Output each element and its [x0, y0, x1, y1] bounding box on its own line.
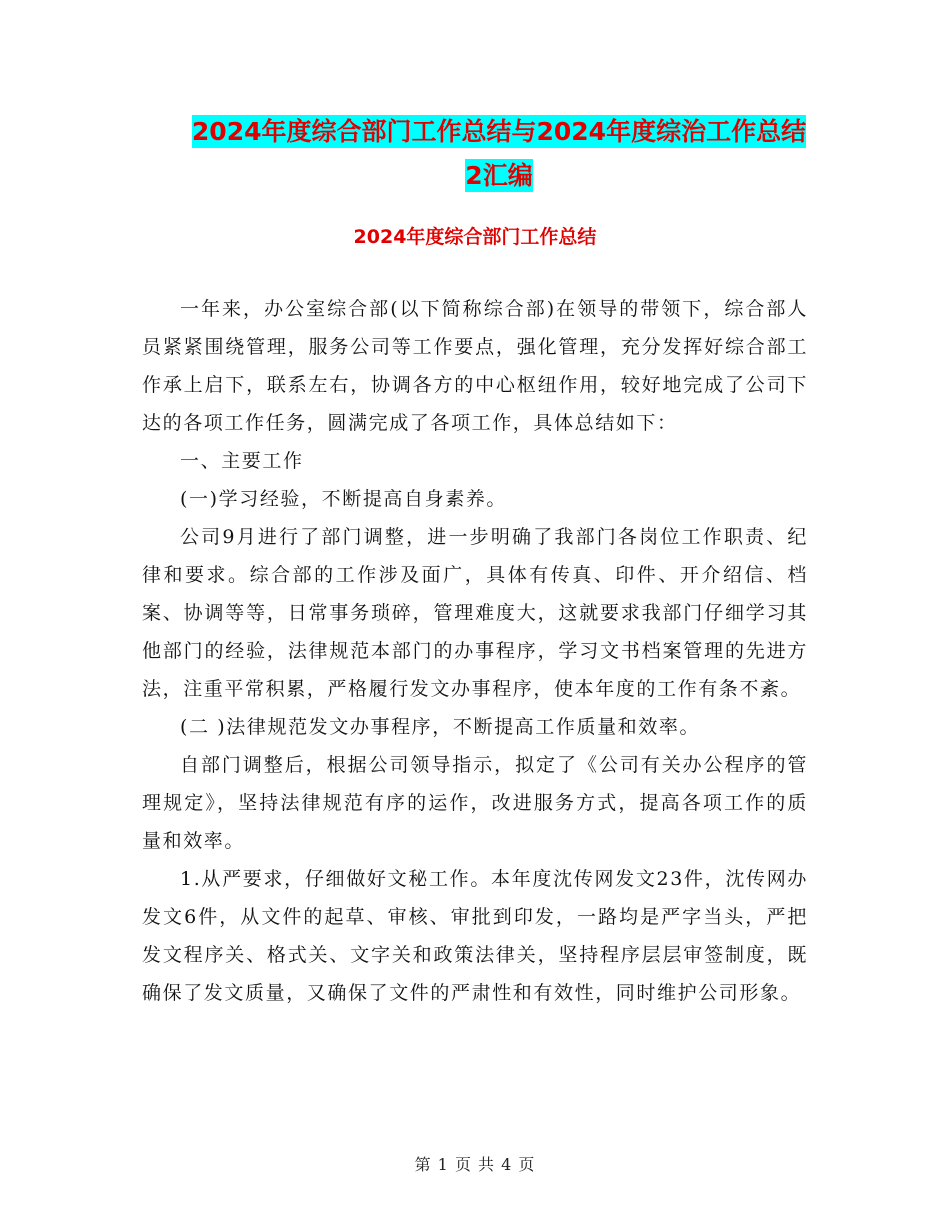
paragraph-intro: 一年来，办公室综合部(以下简称综合部)在领导的带领下，综合部人员紧紧围绕管理，服务公司等工作要点，强化管理，充分发挥好综合部工作承上启下，联系左右，协调各方的中心枢纽作用，较好地完成了公司下达的各项工作任务，圆满完成了各项工作，具体总结如下：	[142, 298, 808, 434]
page-footer: 第 1 页 共 4 页	[414, 1155, 536, 1174]
paragraph-dept-adjustment: 公司9月进行了部门调整，进一步明确了我部门各岗位工作职责、纪律和要求。综合部的工作涉及面广，具体有传真、印件、开介绍信、档案、协调等等，日常事务琐碎，管理难度大，这就要求我部门仔细学习其他部门的经验，法律规范本部门的办事程序，学习文书档案管理的先进方法，注重平常积累，严格履行发文办事程序，使本年度的工作有条不紊。	[142, 526, 808, 700]
section-title: 2024年度综合部门工作总结	[353, 226, 597, 248]
subheading-2: (二 )法律规范发文办事程序，不断提高工作质量和效率。	[180, 716, 701, 738]
document-body	[142, 290, 808, 1012]
document-title	[185, 110, 813, 198]
heading-main-work: 一、主要工作	[180, 450, 304, 472]
document-title-text: 2024年度综合部门工作总结与2024年度综治工作总结2汇编	[191, 117, 807, 190]
subheading-1: (一)学习经验，不断提高自身素养。	[180, 488, 508, 510]
paragraph-regulations: 自部门调整后，根据公司领导指示，拟定了《公司有关办公程序的管理规定》，坚持法律规范有序的运作，改进服务方式，提高各项工作的质量和效率。	[142, 754, 808, 852]
paragraph-secretarial-work: 1.从严要求，仔细做好文秘工作。本年度沈传网发文23件，沈传网办发文6件，从文件的起草、审核、审批到印发，一路均是严字当头，严把发文程序关、格式关、文字关和政策法律关，坚持程序层层审签制度，既确保了发文质量，又确保了文件的严肃性和有效性，同时维护公司形象。	[142, 868, 808, 1004]
